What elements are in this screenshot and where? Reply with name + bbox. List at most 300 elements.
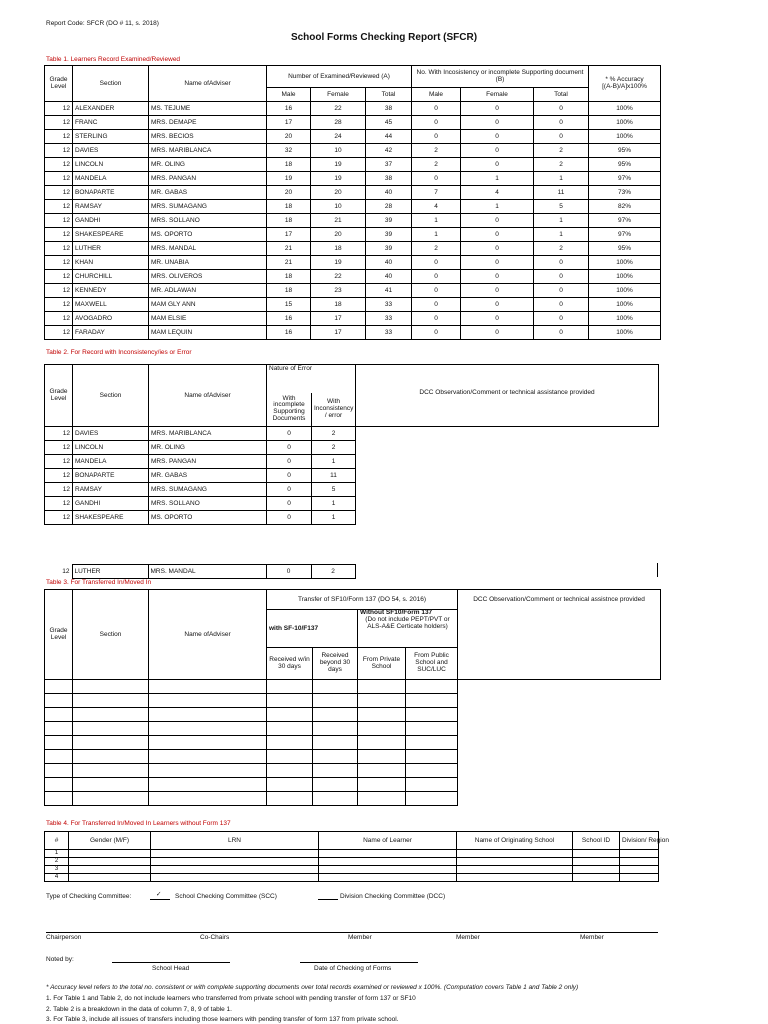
t2-header-nature: Nature of Error xyxy=(267,365,356,393)
t3-header-within30: Received w/in 30 days xyxy=(267,648,313,680)
table-row xyxy=(45,256,661,270)
t1-cell-total-a: 38 xyxy=(366,172,412,186)
t3-cell xyxy=(149,750,267,764)
t1-cell-male-a: 19 xyxy=(267,172,311,186)
table4-caption: Table 4. For Transferred In/Moved In Learners without Form 137 xyxy=(46,820,231,827)
table1-caption: Table 1. Learners Record Examined/Reviewed xyxy=(46,56,181,63)
table-row xyxy=(45,102,661,116)
t1-cell-accuracy: 97% xyxy=(589,228,661,242)
sig-cochairs: Co-Chairs xyxy=(200,934,230,941)
table-row xyxy=(45,172,661,186)
t1-cell-male-a: 17 xyxy=(267,228,311,242)
scc-label: School Checking Committee (SCC) xyxy=(175,893,277,900)
note-accuracy: * Accuracy level refers to the total no. consistent or with complete supporting documents over total records examined or reviewed x 100%. (Computation covers Table 1 and Table 2 only) xyxy=(46,984,579,991)
table-row xyxy=(45,792,661,806)
t1-cell-female-a: 20 xyxy=(311,186,366,200)
table2 xyxy=(44,364,659,525)
t3-cell xyxy=(358,792,406,806)
t2-cell-grade: 12 xyxy=(45,427,73,441)
t1-cell-male-b: 7 xyxy=(412,186,461,200)
t1-cell-section: FARADAY xyxy=(73,326,149,340)
t4-header-num: # xyxy=(45,832,69,850)
t1-cell-total-a: 45 xyxy=(366,116,412,130)
t4-header-division: Division/ Region xyxy=(620,832,659,850)
t2-cell-section: LINCOLN xyxy=(73,441,149,455)
table3-body xyxy=(45,680,661,806)
t1-cell-adviser: MR. ADLAWAN xyxy=(149,284,267,298)
t4-cell xyxy=(69,850,151,858)
t2x-section: LUTHER xyxy=(72,565,148,579)
t2x-incomplete: 0 xyxy=(266,565,311,579)
table-row xyxy=(45,750,661,764)
t1-cell-total-b: 0 xyxy=(534,256,589,270)
table-row xyxy=(45,874,659,882)
table-row xyxy=(45,116,661,130)
t4-cell-num: 2 xyxy=(45,858,69,866)
t3-header-transfer: Transfer of SF10/Form 137 (DO 54, s. 2016) xyxy=(267,590,458,610)
t1-cell-female-a: 22 xyxy=(311,270,366,284)
t1-cell-male-a: 17 xyxy=(267,116,311,130)
t3-cell xyxy=(358,722,406,736)
t1-cell-female-a: 21 xyxy=(311,214,366,228)
t1-cell-accuracy: 82% xyxy=(589,200,661,214)
t3-cell xyxy=(313,680,358,694)
table-row xyxy=(45,694,661,708)
t1-cell-total-b: 0 xyxy=(534,130,589,144)
t2-header-grade: Grade Level xyxy=(45,365,73,427)
sig-chairperson: Chairperson xyxy=(46,934,82,941)
t1-cell-section: MAXWELL xyxy=(73,298,149,312)
t2-spacer-cell xyxy=(312,525,356,526)
t1-cell-female-a: 28 xyxy=(311,116,366,130)
t2-cell-incomplete: 0 xyxy=(267,427,312,441)
t2-cell-section: RAMSAY xyxy=(73,483,149,497)
t3-cell xyxy=(45,722,73,736)
t1-cell-accuracy: 97% xyxy=(589,172,661,186)
t1-cell-male-b: 1 xyxy=(412,214,461,228)
t3-cell xyxy=(149,708,267,722)
t4-cell xyxy=(319,874,457,882)
t3-cell xyxy=(406,708,458,722)
t1-h-male-b: Male xyxy=(412,88,461,102)
t3-cell xyxy=(45,764,73,778)
t3-cell xyxy=(45,750,73,764)
t2-cell-incomplete: 0 xyxy=(267,469,312,483)
t4-cell xyxy=(457,858,573,866)
t1-cell-grade: 12 xyxy=(45,200,73,214)
sig-date-checking: Date of Checking of Forms xyxy=(314,965,392,972)
t1-cell-section: CHURCHILL xyxy=(73,270,149,284)
t1-cell-female-b: 0 xyxy=(461,214,534,228)
t1-cell-section: MANDELA xyxy=(73,172,149,186)
t2-cell-grade: 12 xyxy=(45,511,73,525)
table-spacer-row xyxy=(45,525,659,526)
t3-cell xyxy=(313,764,358,778)
t1-cell-female-a: 19 xyxy=(311,158,366,172)
t2x-inconsistency: 2 xyxy=(311,565,355,579)
t3-without-note: (Do not include PEPT/PVT or ALS-A&E Certicate holders) xyxy=(365,615,450,630)
sig-member-1: Member xyxy=(348,934,372,941)
committee-label: Type of Checking Committee: xyxy=(46,893,132,900)
sig-member-3: Member xyxy=(580,934,604,941)
t1-header-adviser: Name ofAdviser xyxy=(149,66,267,102)
table-row xyxy=(45,284,661,298)
t4-header-lrn: LRN xyxy=(151,832,319,850)
t1-cell-section: ALEXANDER xyxy=(73,102,149,116)
t2-cell-grade: 12 xyxy=(45,497,73,511)
t3-cell xyxy=(406,750,458,764)
t1-h-female: Female xyxy=(311,88,366,102)
table2-extra xyxy=(44,564,356,579)
t2-cell-adviser: MRS. SOLLANO xyxy=(149,497,267,511)
t2-cell-inconsistency: 1 xyxy=(312,511,356,525)
t1-cell-male-a: 32 xyxy=(267,144,311,158)
t1-cell-accuracy: 97% xyxy=(589,214,661,228)
t4-cell xyxy=(151,866,319,874)
t3-cell xyxy=(45,778,73,792)
t1-cell-accuracy: 73% xyxy=(589,186,661,200)
t2-cell-adviser: MRS. MARIBLANCA xyxy=(149,427,267,441)
t1-h-female-b: Female xyxy=(461,88,534,102)
t4-cell-num: 3 xyxy=(45,866,69,874)
t1-cell-male-a: 21 xyxy=(267,242,311,256)
t2-spacer-cell xyxy=(73,525,149,526)
report-code: Report Code: SFCR (DO # 11, s. 2018) xyxy=(46,20,159,27)
t3-cell xyxy=(149,778,267,792)
t3-header-with: with SF-10/F137 xyxy=(267,610,358,648)
scc-check-icon: ✓ xyxy=(156,891,162,898)
t1-cell-female-b: 1 xyxy=(461,172,534,186)
table-row xyxy=(45,497,659,511)
t1-cell-grade: 12 xyxy=(45,158,73,172)
t1-cell-total-a: 33 xyxy=(366,312,412,326)
t4-cell xyxy=(69,866,151,874)
t1-cell-male-b: 2 xyxy=(412,242,461,256)
table-row xyxy=(45,298,661,312)
t1-cell-female-a: 19 xyxy=(311,256,366,270)
note-3: 3. For Table 3, include all issues of transfers including those learners with pending transfer of form 137 from private school. xyxy=(46,1016,399,1023)
t1-cell-total-b: 0 xyxy=(534,270,589,284)
t3-cell xyxy=(73,736,149,750)
t1-cell-grade: 12 xyxy=(45,326,73,340)
table-row xyxy=(45,866,659,874)
t3-cell xyxy=(267,778,313,792)
t3-cell xyxy=(73,694,149,708)
t1-cell-total-a: 40 xyxy=(366,256,412,270)
t2-cell-incomplete: 0 xyxy=(267,497,312,511)
t4-cell xyxy=(319,866,457,874)
t3-cell xyxy=(267,722,313,736)
t1-cell-grade: 12 xyxy=(45,312,73,326)
t1-header-accuracy xyxy=(589,66,661,102)
table-row xyxy=(45,736,661,750)
t3-cell xyxy=(313,708,358,722)
t3-cell xyxy=(313,736,358,750)
t1-cell-male-a: 16 xyxy=(267,326,311,340)
t4-cell-num: 4 xyxy=(45,874,69,882)
t3-cell xyxy=(267,694,313,708)
t1-cell-female-a: 24 xyxy=(311,130,366,144)
t1-cell-male-b: 0 xyxy=(412,298,461,312)
t2-header-inconsistency: With Inconsistency / error xyxy=(312,393,356,427)
t1-header-accuracy-l2: [(A-B)/A]x100% xyxy=(602,82,647,90)
t1-cell-total-a: 40 xyxy=(366,186,412,200)
t2-cell-inconsistency: 2 xyxy=(312,441,356,455)
sig-member-2: Member xyxy=(456,934,480,941)
t1-cell-total-b: 0 xyxy=(534,312,589,326)
table-row xyxy=(45,144,661,158)
table-row xyxy=(45,722,661,736)
t2-cell-inconsistency: 1 xyxy=(312,455,356,469)
t3-cell xyxy=(267,680,313,694)
t1-cell-accuracy: 100% xyxy=(589,256,661,270)
t3-cell xyxy=(149,680,267,694)
t1-cell-female-b: 0 xyxy=(461,116,534,130)
t3-cell xyxy=(406,722,458,736)
t1-cell-total-a: 37 xyxy=(366,158,412,172)
t3-cell xyxy=(358,736,406,750)
t1-cell-adviser: MRS. DEMAPE xyxy=(149,116,267,130)
t1-cell-section: STERLING xyxy=(73,130,149,144)
t2-cell-adviser: MRS. SUMAGANG xyxy=(149,483,267,497)
note-1: 1. For Table 1 and Table 2, do not include learners who transferred from private school with pending transfer of form 137 or SF10 xyxy=(46,995,416,1002)
t1-cell-female-b: 4 xyxy=(461,186,534,200)
t2-cell-section: DAVIES xyxy=(73,427,149,441)
t1-cell-female-a: 18 xyxy=(311,298,366,312)
t4-cell xyxy=(457,874,573,882)
t1-cell-total-a: 44 xyxy=(366,130,412,144)
t1-h-total-b: Total xyxy=(534,88,589,102)
t1-cell-accuracy: 100% xyxy=(589,326,661,340)
t1-cell-female-a: 18 xyxy=(311,242,366,256)
t4-cell-num: 1 xyxy=(45,850,69,858)
t2-cell-adviser: MR. GABAS xyxy=(149,469,267,483)
t1-cell-grade: 12 xyxy=(45,102,73,116)
table-row xyxy=(45,850,659,858)
t1-cell-accuracy: 95% xyxy=(589,158,661,172)
dcc-blank xyxy=(318,899,338,900)
t4-cell xyxy=(151,874,319,882)
t1-cell-grade: 12 xyxy=(45,144,73,158)
t1-cell-adviser: MRS. OLIVEROS xyxy=(149,270,267,284)
t1-cell-section: KHAN xyxy=(73,256,149,270)
t1-cell-adviser: MRS. BECIOS xyxy=(149,130,267,144)
t2-spacer-cell xyxy=(267,525,312,526)
t1-cell-accuracy: 95% xyxy=(589,144,661,158)
table2-caption: Table 2. For Record with Inconsistency/ies or Error xyxy=(46,349,192,356)
t1-cell-female-b: 0 xyxy=(461,242,534,256)
t3-cell xyxy=(267,792,313,806)
t2-cell-grade: 12 xyxy=(45,441,73,455)
table1 xyxy=(44,65,661,340)
t2-spacer-cell xyxy=(45,525,73,526)
note-2: 2. Table 2 is a breakdown in the data of column 7, 8, 9 of table 1. xyxy=(46,1006,232,1013)
table-row xyxy=(45,326,661,340)
table-row xyxy=(45,858,659,866)
t3-cell xyxy=(406,792,458,806)
t1-header-section: Section xyxy=(73,66,149,102)
t1-cell-total-b: 2 xyxy=(534,158,589,172)
table-row xyxy=(45,778,661,792)
t1-header-examined: Number of Examined/Reviewed (A) xyxy=(267,66,412,88)
t1-cell-total-b: 1 xyxy=(534,172,589,186)
t1-cell-total-a: 39 xyxy=(366,214,412,228)
t4-header-origin: Name of Originating School xyxy=(457,832,573,850)
t3-cell xyxy=(313,750,358,764)
t1-cell-female-a: 17 xyxy=(311,326,366,340)
table-row xyxy=(45,312,661,326)
t1-cell-grade: 12 xyxy=(45,284,73,298)
page-title: School Forms Checking Report (SFCR) xyxy=(290,32,478,43)
t4-cell xyxy=(151,850,319,858)
table-row xyxy=(45,680,661,694)
table-row xyxy=(45,214,661,228)
t1-cell-adviser: MR. UNABIA xyxy=(149,256,267,270)
t3-cell xyxy=(45,792,73,806)
t1-cell-section: DAVIES xyxy=(73,144,149,158)
table3-caption: Table 3. For Transferred In/Moved In xyxy=(46,579,152,586)
t2-cell-grade: 12 xyxy=(45,455,73,469)
t2-cell-adviser: MRS. PANGAN xyxy=(149,455,267,469)
table-row xyxy=(45,130,661,144)
t4-cell xyxy=(573,866,620,874)
t1-cell-adviser: MRS. SUMAGANG xyxy=(149,200,267,214)
t1-cell-male-b: 0 xyxy=(412,326,461,340)
t1-cell-total-b: 11 xyxy=(534,186,589,200)
scc-blank xyxy=(150,899,170,900)
t1-cell-section: BONAPARTE xyxy=(73,186,149,200)
t1-cell-female-a: 19 xyxy=(311,172,366,186)
t4-cell xyxy=(457,866,573,874)
t1-cell-total-b: 0 xyxy=(534,284,589,298)
t1-header-accuracy-l1: * % Accuracy xyxy=(605,75,644,83)
t1-cell-female-b: 0 xyxy=(461,256,534,270)
table-row xyxy=(45,483,659,497)
t3-cell xyxy=(358,708,406,722)
t2-cell-section: SHAKESPEARE xyxy=(73,511,149,525)
t1-cell-total-a: 41 xyxy=(366,284,412,298)
table-row xyxy=(45,511,659,525)
t2-cell-grade: 12 xyxy=(45,483,73,497)
t3-header-without xyxy=(358,610,458,648)
t1-h-total: Total xyxy=(366,88,412,102)
t1-cell-total-a: 33 xyxy=(366,326,412,340)
t1-cell-adviser: MAM GLY ANN xyxy=(149,298,267,312)
t4-cell xyxy=(69,858,151,866)
t1-cell-male-a: 18 xyxy=(267,158,311,172)
t1-header-grade: Grade Level xyxy=(45,66,73,102)
t1-cell-female-a: 22 xyxy=(311,102,366,116)
t1-cell-grade: 12 xyxy=(45,242,73,256)
t1-cell-female-b: 0 xyxy=(461,158,534,172)
t3-cell xyxy=(358,680,406,694)
table-row xyxy=(45,455,659,469)
t1-cell-male-a: 20 xyxy=(267,186,311,200)
t1-h-male: Male xyxy=(267,88,311,102)
t1-cell-section: FRANC xyxy=(73,116,149,130)
t1-cell-grade: 12 xyxy=(45,172,73,186)
t3-header-private: From Private School xyxy=(358,648,406,680)
t1-cell-female-b: 0 xyxy=(461,298,534,312)
t3-header-grade: Grade Level xyxy=(45,590,73,680)
table-row xyxy=(45,200,661,214)
t1-cell-accuracy: 100% xyxy=(589,116,661,130)
t1-cell-male-b: 0 xyxy=(412,116,461,130)
t3-cell xyxy=(313,778,358,792)
date-line xyxy=(300,962,418,963)
table3 xyxy=(44,589,661,806)
t1-cell-total-b: 2 xyxy=(534,144,589,158)
t2-cell-incomplete: 0 xyxy=(267,511,312,525)
t2-cell-incomplete: 0 xyxy=(267,441,312,455)
t1-cell-total-a: 39 xyxy=(366,242,412,256)
t3-cell xyxy=(45,694,73,708)
table4 xyxy=(44,831,669,882)
table-row xyxy=(45,708,661,722)
t1-cell-total-a: 39 xyxy=(366,228,412,242)
t1-cell-grade: 12 xyxy=(45,186,73,200)
signature-line xyxy=(46,932,658,933)
t1-cell-male-a: 20 xyxy=(267,130,311,144)
t1-cell-section: LINCOLN xyxy=(73,158,149,172)
t2-edge-line xyxy=(657,563,658,577)
t1-cell-male-b: 0 xyxy=(412,130,461,144)
t1-cell-section: KENNEDY xyxy=(73,284,149,298)
table1-body xyxy=(45,102,661,340)
t4-cell xyxy=(573,850,620,858)
t1-cell-total-a: 38 xyxy=(366,102,412,116)
t1-cell-adviser: MRS. PANGAN xyxy=(149,172,267,186)
t1-cell-male-b: 0 xyxy=(412,102,461,116)
table-row xyxy=(45,158,661,172)
t2-cell-section: GANDHI xyxy=(73,497,149,511)
table-row xyxy=(45,764,661,778)
t2x-grade: 12 xyxy=(62,568,70,575)
t1-cell-male-b: 2 xyxy=(412,158,461,172)
t1-cell-total-a: 33 xyxy=(366,298,412,312)
t1-cell-adviser: MAM ELSIE xyxy=(149,312,267,326)
t1-cell-section: RAMSAY xyxy=(73,200,149,214)
t1-cell-total-b: 0 xyxy=(534,102,589,116)
t1-cell-male-b: 0 xyxy=(412,284,461,298)
t1-cell-accuracy: 95% xyxy=(589,242,661,256)
t3-cell xyxy=(149,722,267,736)
t4-cell xyxy=(573,874,620,882)
t4-cell xyxy=(457,850,573,858)
t3-cell xyxy=(149,736,267,750)
t1-cell-total-b: 0 xyxy=(534,326,589,340)
t4-header-schoolid: School ID xyxy=(573,832,620,850)
t2-spacer-cell xyxy=(149,525,267,526)
t3-cell xyxy=(149,792,267,806)
t4-cell xyxy=(620,850,659,858)
t1-cell-section: AVOGADRO xyxy=(73,312,149,326)
t3-cell xyxy=(267,750,313,764)
sig-school-head: School Head xyxy=(152,965,190,972)
t2x-adviser: MRS. MANDAL xyxy=(148,565,266,579)
t1-cell-total-a: 42 xyxy=(366,144,412,158)
t1-cell-grade: 12 xyxy=(45,116,73,130)
t2-cell-adviser: MS. OPORTO xyxy=(149,511,267,525)
table-row xyxy=(45,242,661,256)
t1-cell-total-b: 2 xyxy=(534,242,589,256)
t4-cell xyxy=(620,858,659,866)
dcc-label: Division Checking Committee (DCC) xyxy=(340,893,446,900)
t1-cell-accuracy: 100% xyxy=(589,102,661,116)
t3-cell xyxy=(406,736,458,750)
t1-cell-female-a: 20 xyxy=(311,228,366,242)
t1-cell-adviser: MAM LEQUIN xyxy=(149,326,267,340)
